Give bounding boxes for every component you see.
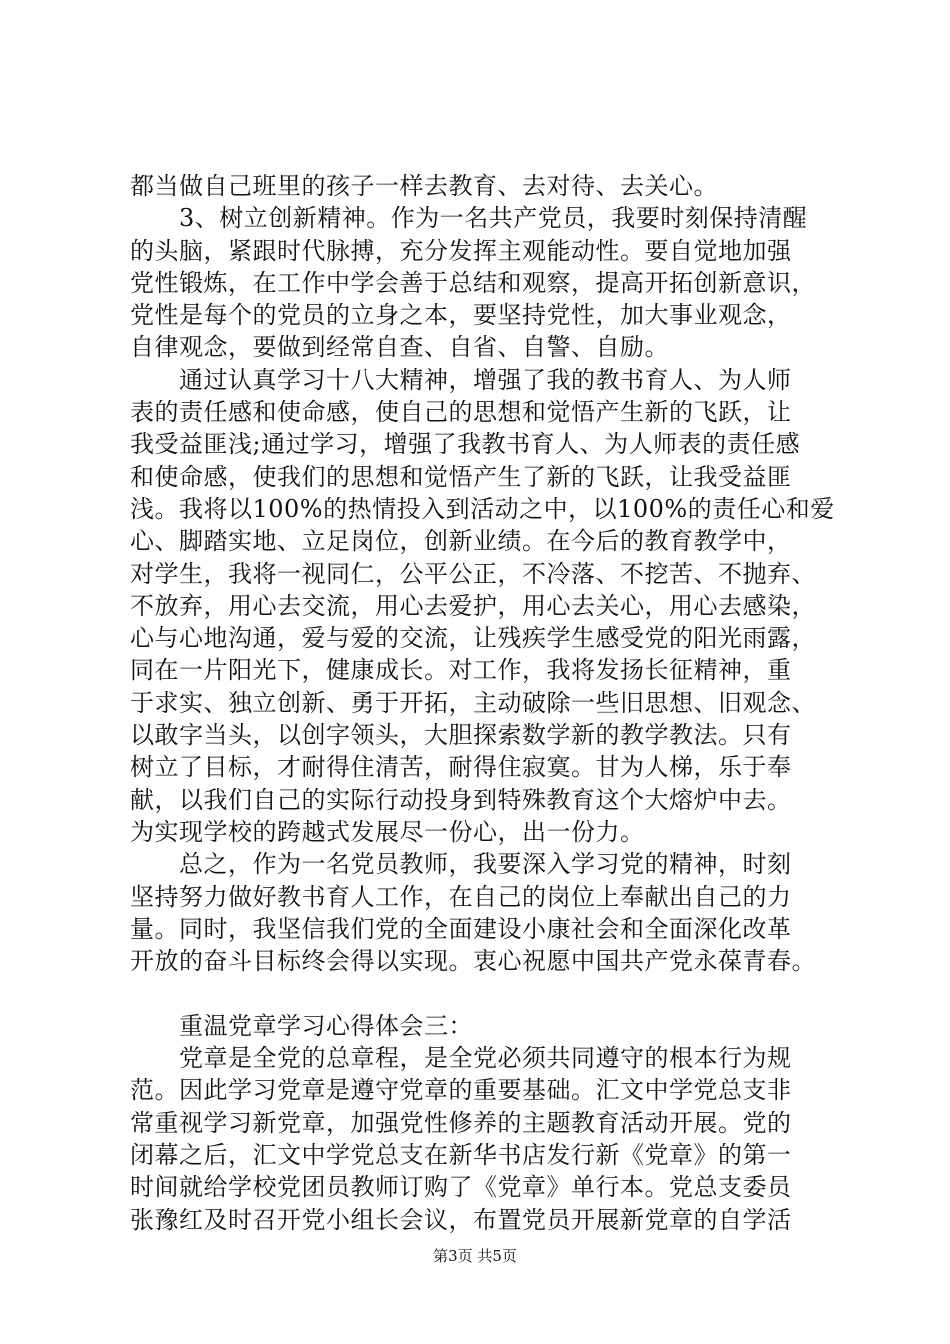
text-line: 自律观念，要做到经常自查、自省、自警、自励。 (130, 333, 669, 362)
text-line: 范。因此学习党章是遵守党章的重要基础。汇文中学党总支非 (130, 1076, 792, 1105)
text-line: 时间就给学校党团员教师订购了《党章》单行本。党总支委员 (130, 1173, 792, 1202)
text-line: 为实现学校的跨越式发展尽一份心，出一份力。 (130, 817, 645, 846)
text-line: 的头脑，紧跟时代脉搏，充分发挥主观能动性。要自觉地加强 (130, 236, 792, 265)
text-line: 党性锻炼，在工作中学会善于总结和观察，提高开拓创新意识， (130, 268, 816, 297)
text-line: 闭幕之后，汇文中学党总支在新华书店发行新《党章》的第一 (130, 1140, 792, 1169)
text-line: 开放的奋斗目标终会得以实现。衷心祝愿中国共产党永葆青春。 (130, 947, 816, 976)
text-line: 3、树立创新精神。作为一名共产党员，我要时刻保持清醒 (130, 204, 808, 233)
text-line: 树立了目标，才耐得住清苦，耐得住寂寞。甘为人梯，乐于奉 (130, 753, 792, 782)
text-line: 浅。我将以100%的热情投入到活动之中，以100%的责任心和爱 (130, 494, 835, 523)
text-line: 和使命感，使我们的思想和觉悟产生了新的飞跃，让我受益匪 (130, 462, 792, 491)
text-line: 以敢字当头，以创字领头，大胆探索数学新的教学教法。只有 (130, 721, 792, 750)
text-line: 党章是全党的总章程，是全党必须共同遵守的根本行为规 (130, 1044, 792, 1073)
text-line: 心与心地沟通，爱与爱的交流，让残疾学生感受党的阳光雨露， (130, 624, 816, 653)
page-number-footer: 第3页 共5页 (433, 1247, 517, 1265)
paragraph-gap (130, 977, 850, 1009)
text-line: 通过认真学习十八大精神，增强了我的教书育人、为人师 (130, 365, 792, 394)
text-line: 表的责任感和使命感，使自己的思想和觉悟产生新的飞跃，让 (130, 398, 792, 427)
text-line: 都当做自己班里的孩子一样去教育、去对待、去关心。 (130, 172, 718, 200)
text-line: 我受益匪浅;通过学习，增强了我教书育人、为人师表的责任感 (130, 430, 801, 459)
text-line: 张豫红及时召开党小组长会议，布置党员开展新党章的自学活 (130, 1205, 792, 1234)
text-line: 于求实、独立创新、勇于开拓，主动破除一些旧思想、旧观念、 (130, 688, 816, 717)
text-line: 同在一片阳光下，健康成长。对工作，我将发扬长征精神，重 (130, 656, 792, 685)
text-line: 心、脚踏实地、立足岗位，创新业绩。在今后的教育教学中， (130, 527, 792, 556)
body-text (130, 170, 850, 1236)
text-line: 量。同时，我坚信我们党的全面建设小康社会和全面深化改革 (130, 914, 792, 943)
section-heading: 重温党章学习心得体会三： (130, 1011, 473, 1040)
text-line: 党性是每个的党员的立身之本，要坚持党性，加大事业观念， (130, 301, 792, 330)
text-line: 坚持努力做好教书育人工作，在自己的岗位上奉献出自己的力 (130, 882, 792, 911)
text-line: 献，以我们自己的实际行动投身到特殊教育这个大熔炉中去。 (130, 785, 792, 814)
text-line: 不放弃，用心去交流，用心去爱护，用心去关心，用心去感染， (130, 591, 816, 620)
text-line: 常重视学习新党章，加强党性修养的主题教育活动开展。党的 (130, 1108, 792, 1137)
text-line: 对学生，我将一视同仁，公平公正，不冷落、不挖苦、不抛弃、 (130, 559, 816, 588)
text-line: 总之，作为一名党员教师，我要深入学习党的精神，时刻 (130, 850, 792, 879)
